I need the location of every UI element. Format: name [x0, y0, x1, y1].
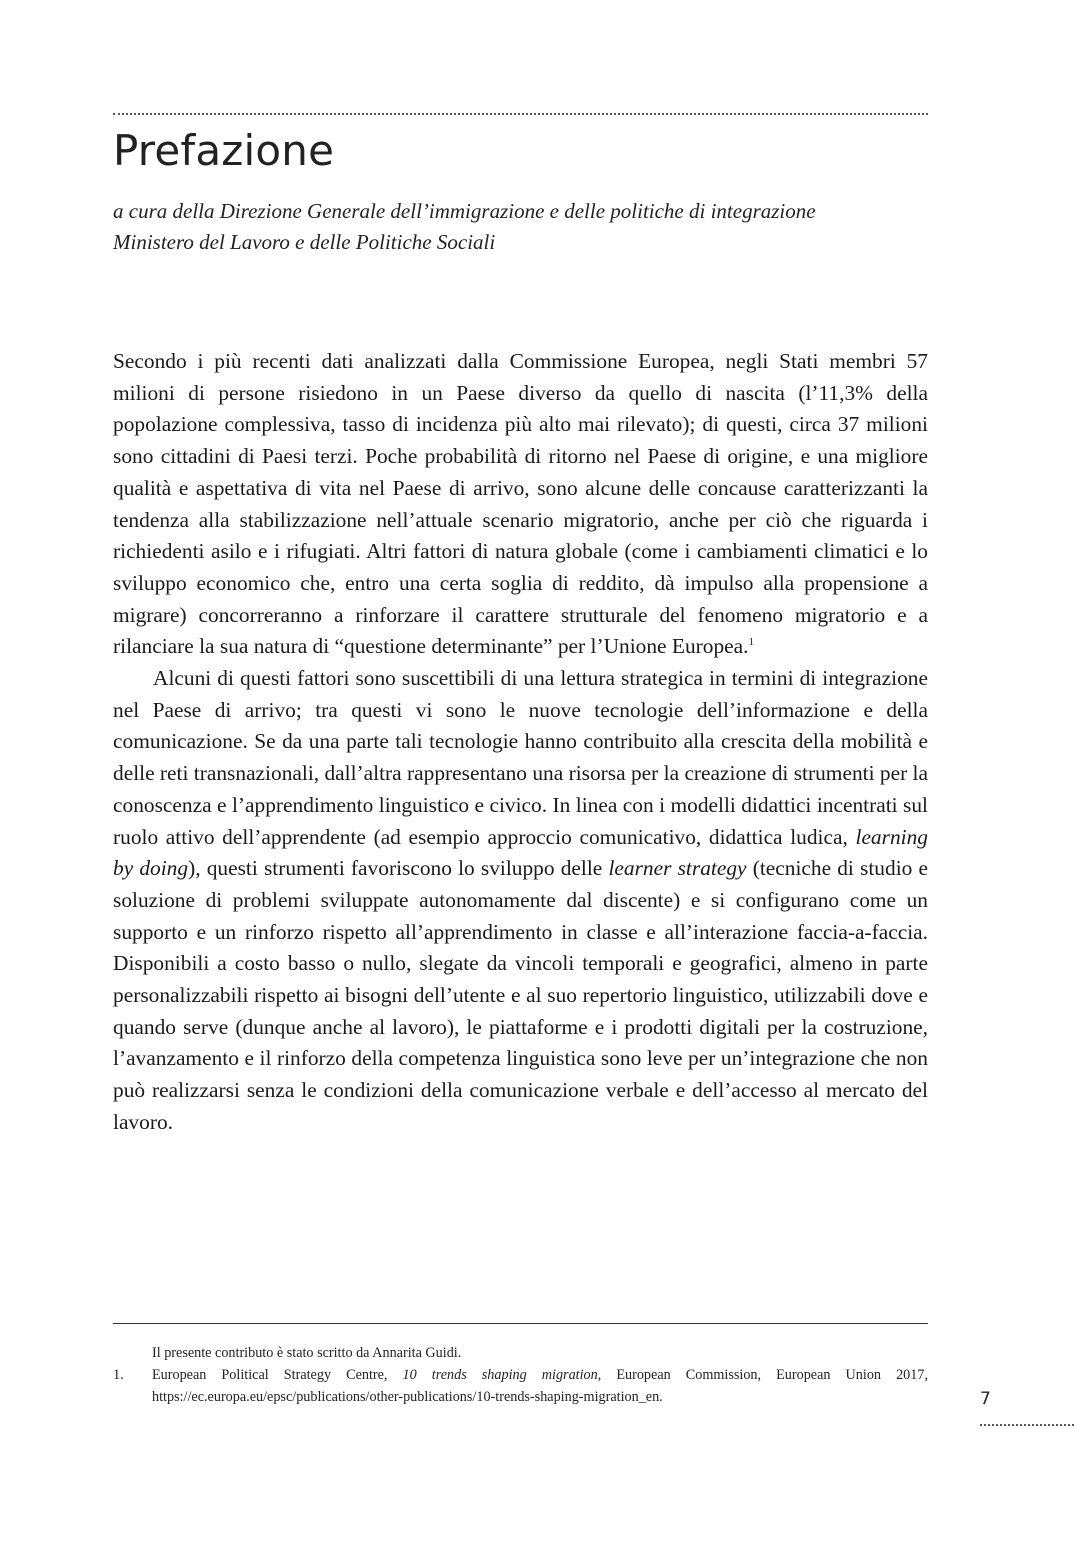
footnote-1: [113, 1364, 928, 1408]
paragraph-2-text-c: (tecniche di studio e soluzione di problemi sviluppate autonomamente dal discente) e si configurano come un supporto e un rinforzo rispetto all’apprendimento in classe e all’interazione faccia-a-faccia. Disponibili a costo basso o nullo, slegate da vincoli temporali e geografici, almeno in parte personalizzabili rispetto ai bisogni dell’utente e al suo repertorio linguistico, utilizzabili dove e quando serve (dunque anche al lavoro), le piattaforme e i prodotti digitali per la costruzione, l’avanzamento e il rinforzo della competenza linguistica sono leve per un’integrazione che non può realizzarsi senza le condizioni della comunicazione verbale e dell’accesso al mercato del lavoro.: [113, 856, 928, 1134]
footnote-1-text-a: European Political Strategy Centre,: [152, 1367, 403, 1383]
emphasis-learning-by-doing: learning by doing: [113, 824, 928, 881]
paragraph-2: [113, 663, 928, 1139]
paragraph-2-text-a: Alcuni di questi fattori sono suscettibili di una lettura strategica in termini di integrazione nel Paese di arrivo; tra questi vi sono le nuove tecnologie dell’informazione e della comunicazione. Se da una parte tali tecnologie hanno contribuito alla crescita della mobilità e delle reti transnazionali, dall’altra rappresentano una risorsa per la creazione di strumenti per la conoscenza e l’apprendimento linguistico e civico. In linea con i modelli didattici incentrati sul ruolo attivo dell’apprendente (ad esempio approccio comunicativo, didattica ludica,: [113, 666, 928, 849]
subtitle-line-1: a cura della Direzione Generale dell’immigrazione e delle politiche di integrazione: [113, 199, 816, 223]
subtitle-line-2: Ministero del Lavoro e delle Politiche Sociali: [113, 230, 496, 254]
footnotes: [113, 1342, 928, 1408]
footnote-author-text: Il presente contributo è stato scritto da Annarita Guidi.: [152, 1345, 462, 1361]
page-number: 7: [980, 1389, 991, 1409]
page-subtitle: [113, 196, 943, 258]
paragraph-1-text: Secondo i più recenti dati analizzati dalla Commissione Europea, negli Stati membri 57 milioni di persone risiedono in un Paese diverso da quello di nascita (l’11,3% della popolazione complessiva, tasso di incidenza più alto mai rilevato); di questi, circa 37 milioni sono cittadini di Paesi terzi. Poche probabilità di ritorno nel Paese di origine, e una migliore qualità e aspettativa di vita nel Paese di arrivo, sono alcune delle concause caratterizzanti la tendenza alla stabilizzazione nell’attuale scenario migratorio, anche per ciò che riguarda i richiedenti asilo e i rifugiati. Altri fattori di natura globale (come i cambiamenti climatici e lo sviluppo economico che, entro una certa soglia di reddito, dà impulso alla propensione a migrare) concorreranno a rinforzare il carattere strutturale del fenomeno migratorio e a rilanciare la sua natura di “questione determinante” per l’Unione Europea.: [113, 349, 928, 659]
top-dotted-rule: [113, 113, 928, 115]
footnote-separator: [113, 1323, 928, 1324]
page-title: Prefazione: [113, 126, 335, 175]
paragraph-2-text-b: ), questi strumenti favoriscono lo sviluppo delle: [188, 856, 609, 881]
footnote-ref-1[interactable]: 1: [748, 636, 754, 649]
paragraph-1: [113, 346, 928, 663]
footnote-1-text-b: , European Commission, European Union 2017, https://ec.europa.eu/epsc/publications/other-publications/10-trends-shaping-migration_en.: [152, 1367, 928, 1405]
footnote-author: [113, 1342, 928, 1364]
footnote-1-number: 1.: [113, 1367, 124, 1383]
emphasis-learner-strategy: learner strategy: [608, 856, 747, 881]
footnote-1-title: 10 trends shaping migration: [402, 1367, 598, 1383]
body-text: [113, 346, 928, 1139]
page-number-dotted-rule: [980, 1424, 1074, 1426]
